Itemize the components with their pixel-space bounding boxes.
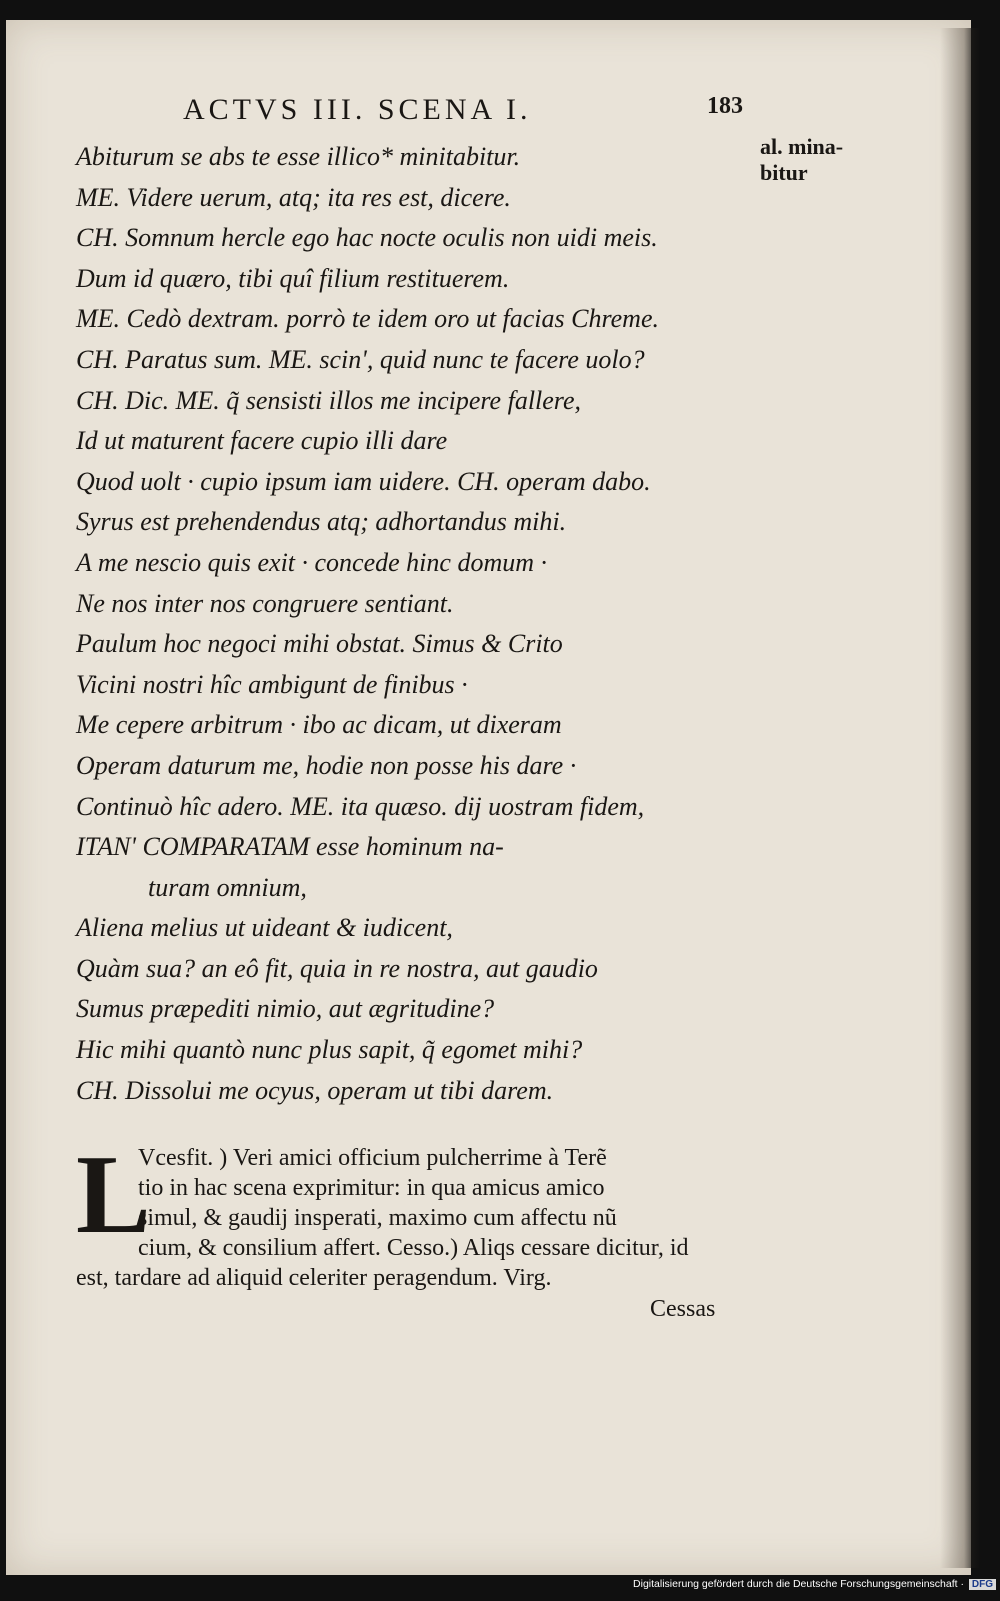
verse-line: Syrus est prehendendus atq; adhortandus mihi. xyxy=(76,507,567,537)
verse-line: Aliena melius ut uideant & iudicent, xyxy=(76,913,453,943)
verse-line: ME. Cedò dextram. porrò te idem oro ut facias Chreme. xyxy=(76,304,659,334)
commentary-line: cium, & consilium affert. Cesso.) Aliqs cessare dicitur, id xyxy=(138,1235,689,1261)
verse-line: ME. Videre uerum, atq; ita res est, dicere. xyxy=(76,182,511,212)
commentary-block xyxy=(76,1133,736,1293)
verse-line: Operam daturum me, hodie non posse his dare · xyxy=(76,750,577,780)
commentary-line: Vcesfit. ) Veri amici officium pulcherrime à Terẽ xyxy=(138,1145,607,1171)
verse-line: Quod uolt · cupio ipsum iam uidere. CH. operam dabo. xyxy=(76,466,651,496)
commentary-line: tio in hac scena exprimitur: in qua amicus amico xyxy=(138,1175,605,1201)
verse-line: Quàm sua? an eô fit, quia in re nostra, aut gaudio xyxy=(76,953,598,983)
marginal-note-line: bitur xyxy=(760,160,808,185)
marginal-note-line: al. mina- xyxy=(760,134,844,159)
verse-line: Paulum hoc negoci mihi obstat. Simus & Crito xyxy=(76,629,563,659)
verse-line: A me nescio quis exit · concede hinc domum · xyxy=(76,547,547,577)
verse-line: Vicini nostri hîc ambigunt de finibus · xyxy=(76,669,468,699)
verse-text xyxy=(76,137,756,1111)
verse-line: Sumus præpediti nimio, aut ægritudine? xyxy=(76,994,495,1024)
drop-cap-initial: L xyxy=(76,1133,151,1257)
commentary-line: est, tardare ad aliquid celeriter peragendum. Virg. xyxy=(76,1265,552,1291)
verse-line: Continuò hîc adero. ME. ita quæso. dij uostram fidem, xyxy=(76,791,645,821)
verse-line: Dum id quæro, tibi quî filium restituerem. xyxy=(76,263,510,293)
page-edge-shadow xyxy=(940,28,980,1568)
verse-line: Id ut maturent facere cupio illi dare xyxy=(76,426,448,456)
digitization-footer xyxy=(590,1578,996,1598)
marginal-note xyxy=(760,134,870,186)
verse-line: CH. Somnum hercle ego hac nocte oculis non uidi meis. xyxy=(76,223,658,253)
footer-text: Digitalisierung gefördert durch die Deutsche Forschungsgemeinschaft · xyxy=(633,1578,964,1590)
running-title: ACTVS III. SCENA I. xyxy=(183,93,532,126)
verse-line: Me cepere arbitrum · ibo ac dicam, ut dixeram xyxy=(76,710,562,740)
running-header xyxy=(183,93,743,133)
page-number: 183 xyxy=(707,93,743,119)
verse-line: Ne nos inter nos congruere sentiant. xyxy=(76,588,454,618)
verse-line: Abiturum se abs te esse illico* minitabitur. xyxy=(76,142,521,171)
verse-line: CH. Paratus sum. ME. scin', quid nunc te facere uolo? xyxy=(76,344,645,374)
commentary-line: simul, & gaudij insperati, maximo cum affectu nũ xyxy=(138,1205,617,1231)
catchword: Cessas xyxy=(650,1296,716,1322)
dfg-logo: DFG xyxy=(969,1579,996,1590)
verse-line: ITAN' COMPARATAM esse hominum na- xyxy=(76,832,504,862)
verse-line: turam omnium, xyxy=(148,872,307,902)
verse-line: Hic mihi quantò nunc plus sapit, q̃ egomet mihi? xyxy=(76,1035,583,1065)
verse-line: CH. Dissolui me ocyus, operam ut tibi darem. xyxy=(76,1075,554,1105)
verse-line: CH. Dic. ME. q̃ sensisti illos me incipere fallere, xyxy=(76,385,581,415)
